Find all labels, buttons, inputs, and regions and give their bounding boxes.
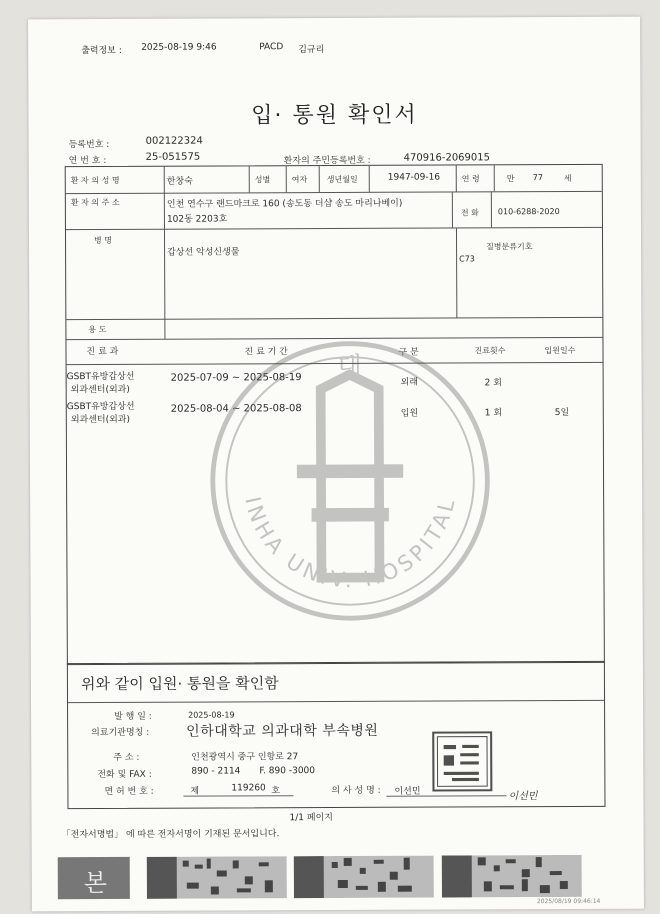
patient-name: 한창숙 <box>166 176 193 187</box>
document-page <box>28 17 644 912</box>
inst-address-label: 주 소 : <box>113 752 140 763</box>
operator-name: 김규리 <box>298 45 325 56</box>
visit-type: 입원 <box>400 408 419 419</box>
fax-value: F. 890 -3000 <box>259 766 316 777</box>
print-datetime: 2025-08-19 9:46 <box>141 42 217 53</box>
visits-header-dept: 진 료 과 <box>86 346 119 358</box>
license-prefix: 제 <box>190 786 200 797</box>
visit-dept-line2: 외과센터(외과) <box>70 414 131 426</box>
age-label: 연 령 <box>461 174 480 184</box>
visit-days: 5일 <box>554 407 570 419</box>
visits-header-type: 구 분 <box>398 347 419 358</box>
visit-type: 외래 <box>400 377 419 388</box>
diagnosis-name: 갑상선 악성신생물 <box>167 247 240 258</box>
visits-header-days: 입원일수 <box>544 345 576 356</box>
visit-count: 1 회 <box>484 408 503 419</box>
patient-name-label: 환 자 의 성 명 <box>70 175 120 186</box>
hospital-seal-watermark-icon <box>204 335 495 626</box>
seal-text: INHA UNIV. HOSPITAL <box>239 493 462 594</box>
dob-value: 1947-09-16 <box>387 172 441 183</box>
institution-label: 의료기관명칭 : <box>91 727 150 739</box>
system-code: PACD <box>259 42 284 53</box>
doctor-label: 의 사 성 명 : <box>331 785 381 797</box>
issue-date-label: 발 행 일 : <box>114 711 152 722</box>
tel-value: 890 - 2114 <box>191 766 241 777</box>
inst-address: 인천광역시 중구 인항로 27 <box>191 752 299 763</box>
reg-no-label: 등록번호 : <box>68 139 110 151</box>
rrn: 470916-2069015 <box>403 152 491 164</box>
age-unit: 세 <box>563 173 572 184</box>
doctor-name: 이선민 <box>394 786 421 797</box>
visit-dept-line1: GSBT유방갑상선 <box>66 371 135 383</box>
visit-period: 2025-08-04 ~ 2025-08-08 <box>170 403 302 415</box>
address-line2: 102동 2203호 <box>166 214 228 225</box>
page-indicator: 1/1 페이지 <box>289 813 334 824</box>
address-label: 환 자 의 주 소 <box>70 197 120 208</box>
seal-top-char: 대 <box>337 351 362 381</box>
address-line1: 인천 연수구 랜드마크로 160 (송도동 더샵 송도 마리나베이) <box>166 198 403 210</box>
license-label: 면 허 번 호 : <box>104 786 154 798</box>
timestamp-stamp: 2025/08/19 09:46:14 <box>536 897 601 906</box>
visits-header-period: 진 료 기 간 <box>244 347 288 358</box>
phone-value: 010-6288-2020 <box>497 207 560 217</box>
serial-no: 25-051575 <box>145 151 201 163</box>
sex-value: 여자 <box>291 175 308 185</box>
visit-dept-line2: 외과센터(외과) <box>70 384 130 396</box>
barcode-2-icon <box>294 856 434 899</box>
visit-period: 2025-07-09 ~ 2025-08-19 <box>170 372 302 384</box>
sex-label: 성별 <box>254 175 271 185</box>
barcode-3-icon <box>442 855 582 898</box>
age-value: 77 <box>532 173 543 183</box>
doc-mark-char: 본 <box>83 869 108 898</box>
visit-dept-line1: GSBT유방갑상선 <box>66 401 135 413</box>
document-mark <box>58 857 130 899</box>
visit-count: 2 회 <box>484 378 502 389</box>
rrn-label: 환자의 주민등록번호 : <box>283 155 371 167</box>
license-suffix: 호 <box>271 786 281 797</box>
barcode-1-icon <box>147 856 287 899</box>
doctor-signature: 이선민 <box>508 791 538 803</box>
serial-label: 연 번 호 : <box>68 155 107 167</box>
purpose-label: 용 도 <box>88 325 107 335</box>
disease-code: C73 <box>459 254 475 264</box>
phone-label: 전 화 <box>460 208 479 218</box>
visits-header-count: 진료횟수 <box>474 346 506 356</box>
license-no: 119260 <box>231 783 266 794</box>
esign-note: 「전자서명법」 에 따른 전자서명이 기재된 문서입니다. <box>61 829 280 841</box>
age-prefix: 만 <box>506 174 515 184</box>
reg-no: 002122324 <box>145 135 203 147</box>
issue-date: 2025-08-19 <box>188 710 235 720</box>
hospital-stamp-icon <box>431 730 493 792</box>
disease-code-label: 질병분류기호 <box>486 242 533 252</box>
dob-label: 생년월일 <box>326 174 358 185</box>
document-title: 입· 통원 확인서 <box>251 102 418 129</box>
diagnosis-label: 병 명 <box>94 235 113 246</box>
tel-label: 전화 및 FAX : <box>97 769 152 781</box>
print-label: 출력정보 : <box>81 45 122 57</box>
institution-name: 인하대학교 의과대학 부속병원 <box>186 722 379 740</box>
confirm-statement: 위와 같이 입원· 통원을 확인함 <box>80 674 279 694</box>
